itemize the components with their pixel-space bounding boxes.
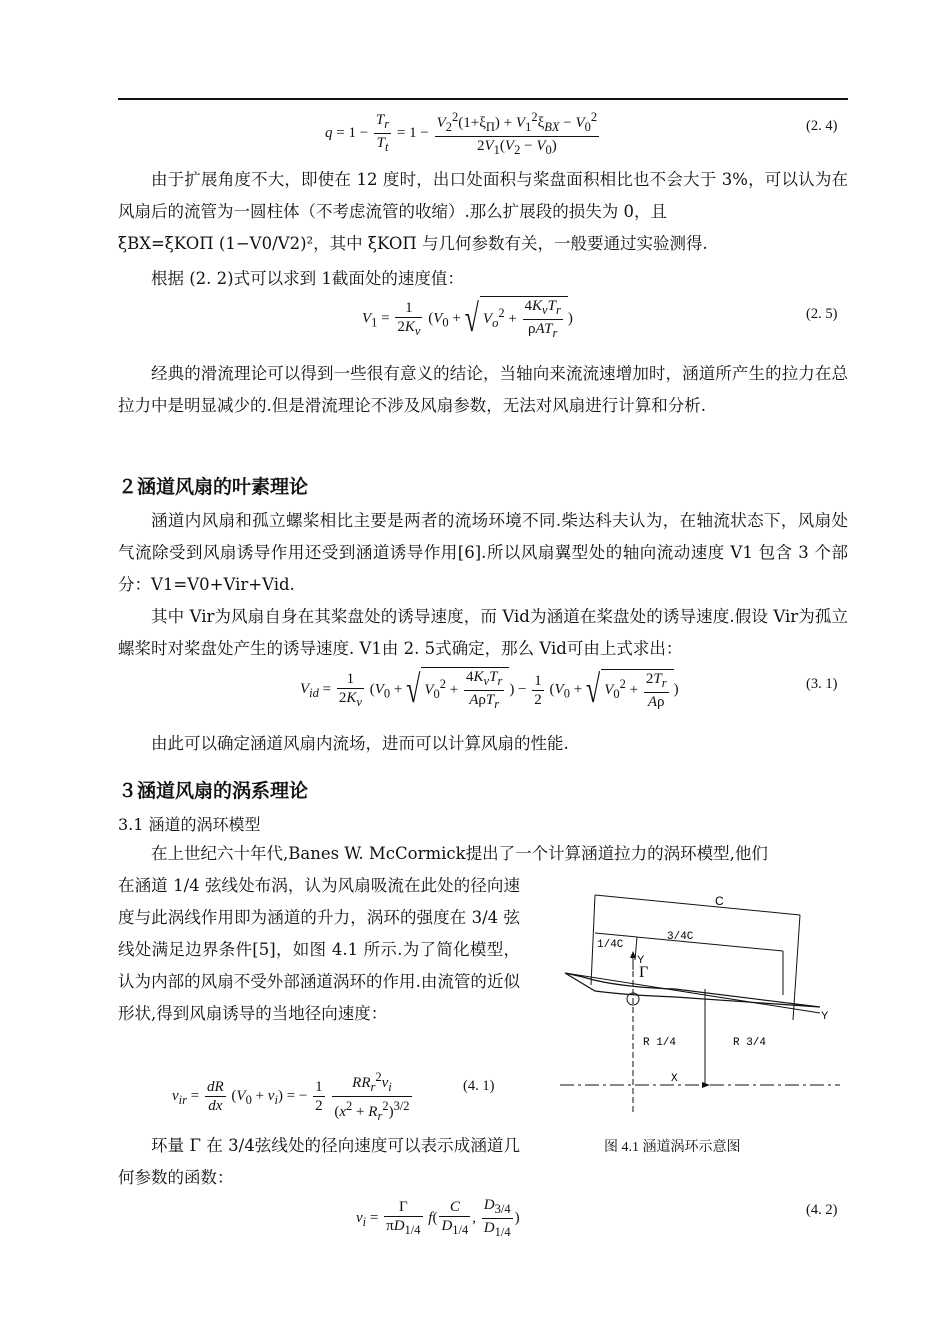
label-x-axis: X (671, 1073, 678, 1085)
figure-caption: 图 4.1 涵道涡环示意图 (604, 1140, 741, 1155)
section-heading: ２涵道风扇的叶素理论 (118, 476, 309, 498)
paragraph: 涵道内风扇和孤立螺桨相比主要是两者的流场环境不同.柴达科夫认为，在轴流状态下，风扇处气流除受到风扇诱导作用还受到涵道诱导作用[6].所以风扇翼型处的轴向流动速度 V1 包含 3 个部分：V1=V0+Vir+Vid. (118, 511, 848, 594)
top-rule (118, 98, 848, 100)
duct-vortex-ring-figure (555, 885, 845, 1115)
equation-2-4: q = 1 − $\frac{T_r}{T_t}$ = 1 − $\frac{V_2^2(1+\xi_\Pi) + V_1^2\xi_{BX} - V_0^2}{2V_1(V_2 - V_0)}$ (325, 110, 598, 157)
label-gamma: Γ (639, 964, 649, 981)
label-y-axis: Y (821, 1010, 829, 1022)
label-y-local: Y (637, 954, 645, 966)
equation-3-1: $V_{id}$ = $\frac{1}{2K_v}$ ($V_0$ + √ $V_0^2$ + $\frac{4K_vT_r}{A\rho T_r}$ ) − $\frac{1}{2}$ ($V_0$ + √ $V_0^2$ + $\frac{2T_r}{A\rho}$ ) (300, 667, 679, 711)
equation-2-5: $V_1$ = $\frac{1}{2K_v}$ ($V_0$ + √ $V_o^2$ + $\frac{4K_vT_r}{\rho AT_r}$ ) (362, 296, 573, 340)
paragraph: 经典的滑流理论可以得到一些很有意义的结论，当轴向来流流速增加时，涵道所产生的拉力在总拉力中是明显减少的.但是滑流理论不涉及风扇参数，无法对风扇进行计算和分析. (118, 364, 848, 415)
equation-number: (2. 4) (806, 118, 838, 134)
paragraph: 由此可以确定涵道风扇内流场，进而可以计算风扇的性能. (151, 734, 569, 753)
equation-number: (4. 2) (806, 1202, 838, 1218)
label-c: C (715, 894, 724, 908)
equation-4-2: $v_i$ = $\frac{\Gamma}{\pi D_{1/4}}$ f( $\frac{C}{D_{1/4}}$ , $\frac{D_{3/4}}{D_{1/4}}$ ) (356, 1197, 520, 1239)
label-r-quarter: R 1/4 (643, 1037, 677, 1049)
paragraph: 在涵道 1/4 弦线处布涡，认为风扇吸流在此处的径向速度与此涡线作用即为涵道的升力，涡环的强度在 3/4 弦线处满足边界条件[5]，如图 4.1 所示.为了简化模型，认为内部的风扇不受外部涵道涡环的作用.由流管的近似形状,得到风扇诱导的当地径向速度： (118, 876, 520, 1023)
paragraph: 环量 Γ 在 3/4弦线处的径向速度可以表示成涵道几何参数的函数： (118, 1136, 520, 1187)
paragraph: 根据 (2. 2)式可以求到 1截面处的速度值： (151, 269, 464, 288)
equation-number: (3. 1) (806, 676, 838, 692)
paragraph: 在上世纪六十年代,Banes W. McCormick提出了一个计算涵道拉力的涡环模型,他们 (151, 844, 768, 863)
label-three-quarter-chord: 3/4C (667, 931, 694, 943)
subsection-heading: 3.1 涵道的涡环模型 (118, 815, 261, 834)
label-r-three-quarter: R 3/4 (733, 1037, 767, 1049)
paragraph: 由于扩展角度不大，即使在 12 度时，出口处面积与桨盘面积相比也不会大于 3%，可以认为在风扇后的流管为一圆柱体（不考虑流管的收缩）.那么扩展段的损失为 0，且 (118, 170, 848, 221)
section-heading: ３涵道风扇的涡系理论 (118, 780, 309, 802)
equation-number: (4. 1) (463, 1078, 495, 1094)
paragraph: 其中 Vir为风扇自身在其桨盘处的诱导速度，而 Vid为涵道在桨盘处的诱导速度.假设 Vir为孤立螺桨时对桨盘处产生的诱导速度. V1由 2. 5式确定，那么 Vid可由上式求出： (118, 607, 848, 658)
equation-number: (2. 5) (806, 306, 838, 322)
paragraph: ξBX=ξKOΠ (1−V0/V2)²，其中 ξKOΠ 与几何参数有关，一般要通过实验测得. (118, 234, 708, 253)
equation-4-1: $v_{ir}$ = $\frac{dR}{dx}$ $(V_0 + v_i)$ = − $\frac{1}{2}$ $\frac{RR_r^2v_i}{(x^2 + R_r^2)^{3/2}}$ (172, 1070, 410, 1123)
label-quarter-chord: 1/4C (597, 939, 624, 951)
